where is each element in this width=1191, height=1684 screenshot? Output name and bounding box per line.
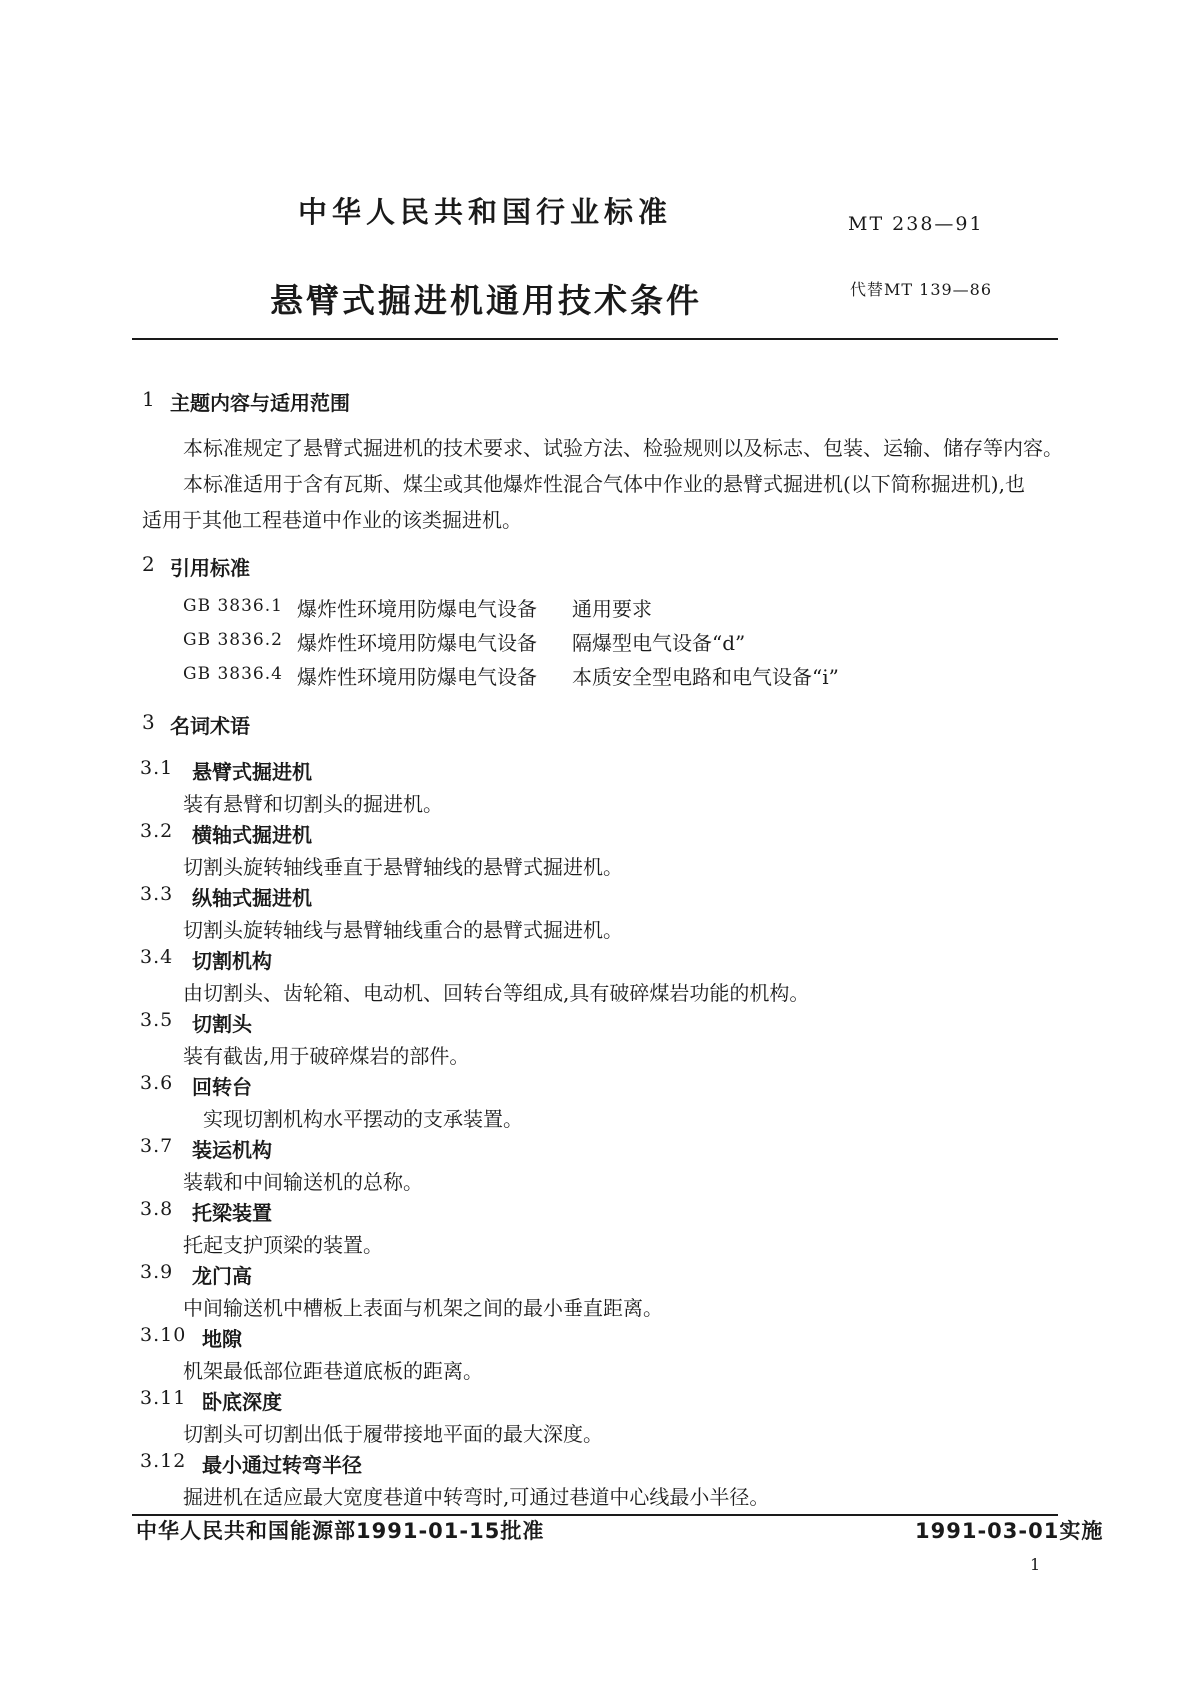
section-3-number: 3 — [142, 710, 155, 734]
header-divider — [132, 338, 1058, 340]
term-name: 纵轴式掘进机 — [192, 886, 312, 910]
approval-line: 中华人民共和国能源部1991-01-15批准 — [136, 1519, 545, 1543]
term-name: 切割机构 — [192, 949, 272, 973]
section-1-paragraph-1: 本标准规定了悬臂式掘进机的技术要求、试验方法、检验规则以及标志、包装、运输、储存等内容。 — [183, 436, 1063, 460]
term-definition: 切割头可切割出低于履带接地平面的最大深度。 — [183, 1422, 603, 1446]
term-definition: 切割头旋转轴线垂直于悬臂轴线的悬臂式掘进机。 — [183, 855, 623, 879]
replaces-standard: 代替MT 139—86 — [850, 280, 993, 299]
section-1-number: 1 — [142, 387, 155, 411]
term-name: 卧底深度 — [202, 1390, 282, 1414]
term-definition: 装有截齿,用于破碎煤岩的部件。 — [183, 1044, 470, 1068]
section-1-heading: 主题内容与适用范围 — [170, 391, 350, 415]
page-number: 1 — [1030, 1555, 1041, 1574]
term-number: 3.6 — [140, 1072, 174, 1094]
term-name: 龙门高 — [192, 1264, 252, 1288]
document-title: 悬臂式掘进机通用技术条件 — [270, 281, 702, 320]
reference-code: GB 3836.2 — [183, 630, 283, 650]
term-number: 3.11 — [140, 1387, 187, 1409]
term-number: 3.5 — [140, 1009, 174, 1031]
term-number: 3.3 — [140, 883, 174, 905]
term-definition: 切割头旋转轴线与悬臂轴线重合的悬臂式掘进机。 — [183, 918, 623, 942]
term-definition: 装有悬臂和切割头的掘进机。 — [183, 792, 443, 816]
term-name: 地隙 — [202, 1327, 242, 1351]
term-name: 悬臂式掘进机 — [192, 760, 312, 784]
term-name: 装运机构 — [192, 1138, 272, 1162]
term-number: 3.9 — [140, 1261, 174, 1283]
term-definition: 机架最低部位距巷道底板的距离。 — [183, 1359, 483, 1383]
reference-part: 本质安全型电路和电气设备“i” — [572, 665, 839, 689]
term-number: 3.4 — [140, 946, 174, 968]
section-1-paragraph-2-line-1: 本标准适用于含有瓦斯、煤尘或其他爆炸性混合气体中作业的悬臂式掘进机(以下简称掘进机),也 — [183, 472, 1025, 496]
effective-date: 1991-03-01实施 — [915, 1519, 1104, 1543]
term-number: 3.7 — [140, 1135, 174, 1157]
term-name: 横轴式掘进机 — [192, 823, 312, 847]
standard-category-title: 中华人民共和国行业标准 — [298, 195, 673, 229]
reference-title: 爆炸性环境用防爆电气设备 — [297, 665, 537, 689]
section-3-heading: 名词术语 — [170, 714, 250, 738]
term-number: 3.8 — [140, 1198, 174, 1220]
term-number: 3.12 — [140, 1450, 187, 1472]
term-definition: 掘进机在适应最大宽度巷道中转弯时,可通过巷道中心线最小半径。 — [183, 1485, 770, 1509]
term-definition: 装载和中间输送机的总称。 — [183, 1170, 423, 1194]
section-2-heading: 引用标准 — [170, 556, 250, 580]
term-number: 3.10 — [140, 1324, 187, 1346]
term-definition: 中间输送机中槽板上表面与机架之间的最小垂直距离。 — [183, 1296, 663, 1320]
term-definition: 由切割头、齿轮箱、电动机、回转台等组成,具有破碎煤岩功能的机构。 — [183, 981, 810, 1005]
term-name: 托梁装置 — [192, 1201, 272, 1225]
section-1-paragraph-2-line-2: 适用于其他工程巷道中作业的该类掘进机。 — [142, 508, 522, 532]
term-name: 最小通过转弯半径 — [202, 1453, 362, 1477]
term-name: 回转台 — [192, 1075, 252, 1099]
reference-title: 爆炸性环境用防爆电气设备 — [297, 597, 537, 621]
reference-code: GB 3836.1 — [183, 596, 283, 616]
reference-title: 爆炸性环境用防爆电气设备 — [297, 631, 537, 655]
section-2-number: 2 — [142, 552, 155, 576]
reference-part: 通用要求 — [572, 597, 652, 621]
term-number: 3.2 — [140, 820, 174, 842]
term-definition: 实现切割机构水平摆动的支承装置。 — [203, 1107, 523, 1131]
term-name: 切割头 — [192, 1012, 252, 1036]
reference-code: GB 3836.4 — [183, 664, 283, 684]
reference-part: 隔爆型电气设备“d” — [572, 631, 746, 655]
term-definition: 托起支护顶梁的装置。 — [183, 1233, 383, 1257]
term-number: 3.1 — [140, 757, 174, 779]
standard-number: MT 238—91 — [848, 213, 984, 235]
